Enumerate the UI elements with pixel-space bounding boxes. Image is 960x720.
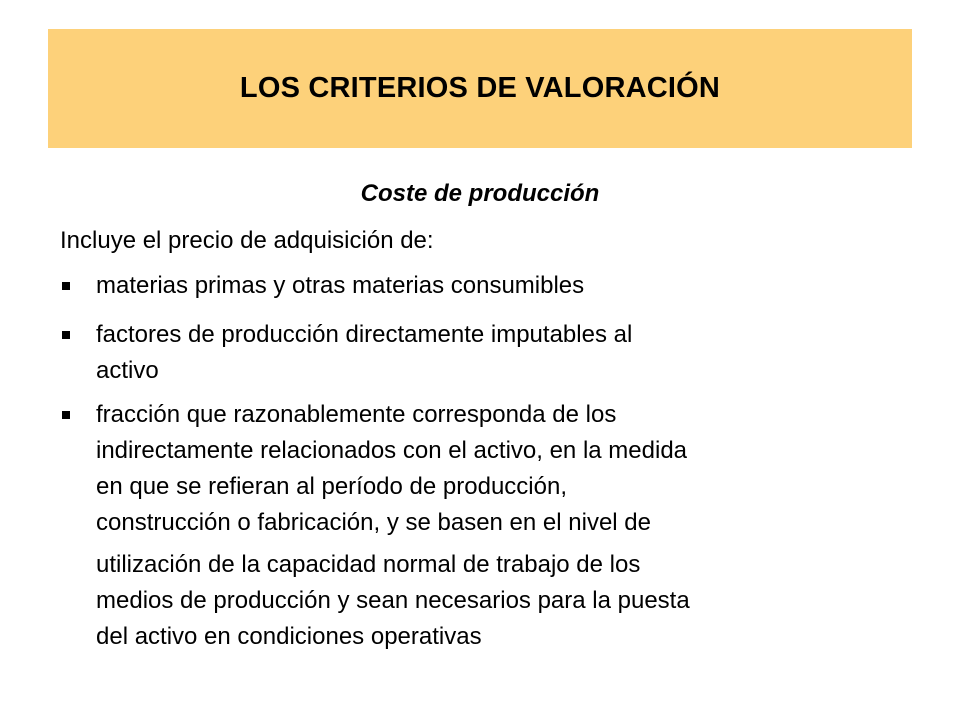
bullet-line: indirectamente relacionados con el activo, en la medida [96, 437, 688, 464]
bullet-line: materias primas y otras materias consumibles [96, 272, 585, 299]
square-bullet-icon [62, 331, 70, 339]
title-band [48, 29, 912, 148]
bullet-line: construcción o fabricación, y se basen en el nivel de [96, 509, 651, 536]
bullet-item [60, 397, 900, 655]
slide-title: LOS CRITERIOS DE VALORACIÓN [239, 72, 721, 104]
bullet-line: del activo en condiciones operativas [96, 623, 482, 650]
slide-subtitle: Coste de producción [360, 180, 600, 207]
bullet-line: medios de producción y sean necesarios para la puesta [96, 587, 690, 614]
bullet-line: factores de producción directamente imputables al [96, 321, 633, 348]
bullet-item [60, 268, 900, 304]
bullet-line: fracción que razonablemente corresponda de los [96, 401, 617, 428]
bullet-line: activo [96, 357, 159, 384]
square-bullet-icon [62, 411, 70, 419]
intro-text: Incluye el precio de adquisición de: [60, 227, 434, 254]
bullet-line: utilización de la capacidad normal de trabajo de los [96, 551, 641, 578]
bullet-item [60, 317, 900, 389]
bullet-line: en que se refieran al período de producción, [96, 473, 567, 500]
square-bullet-icon [62, 282, 70, 290]
